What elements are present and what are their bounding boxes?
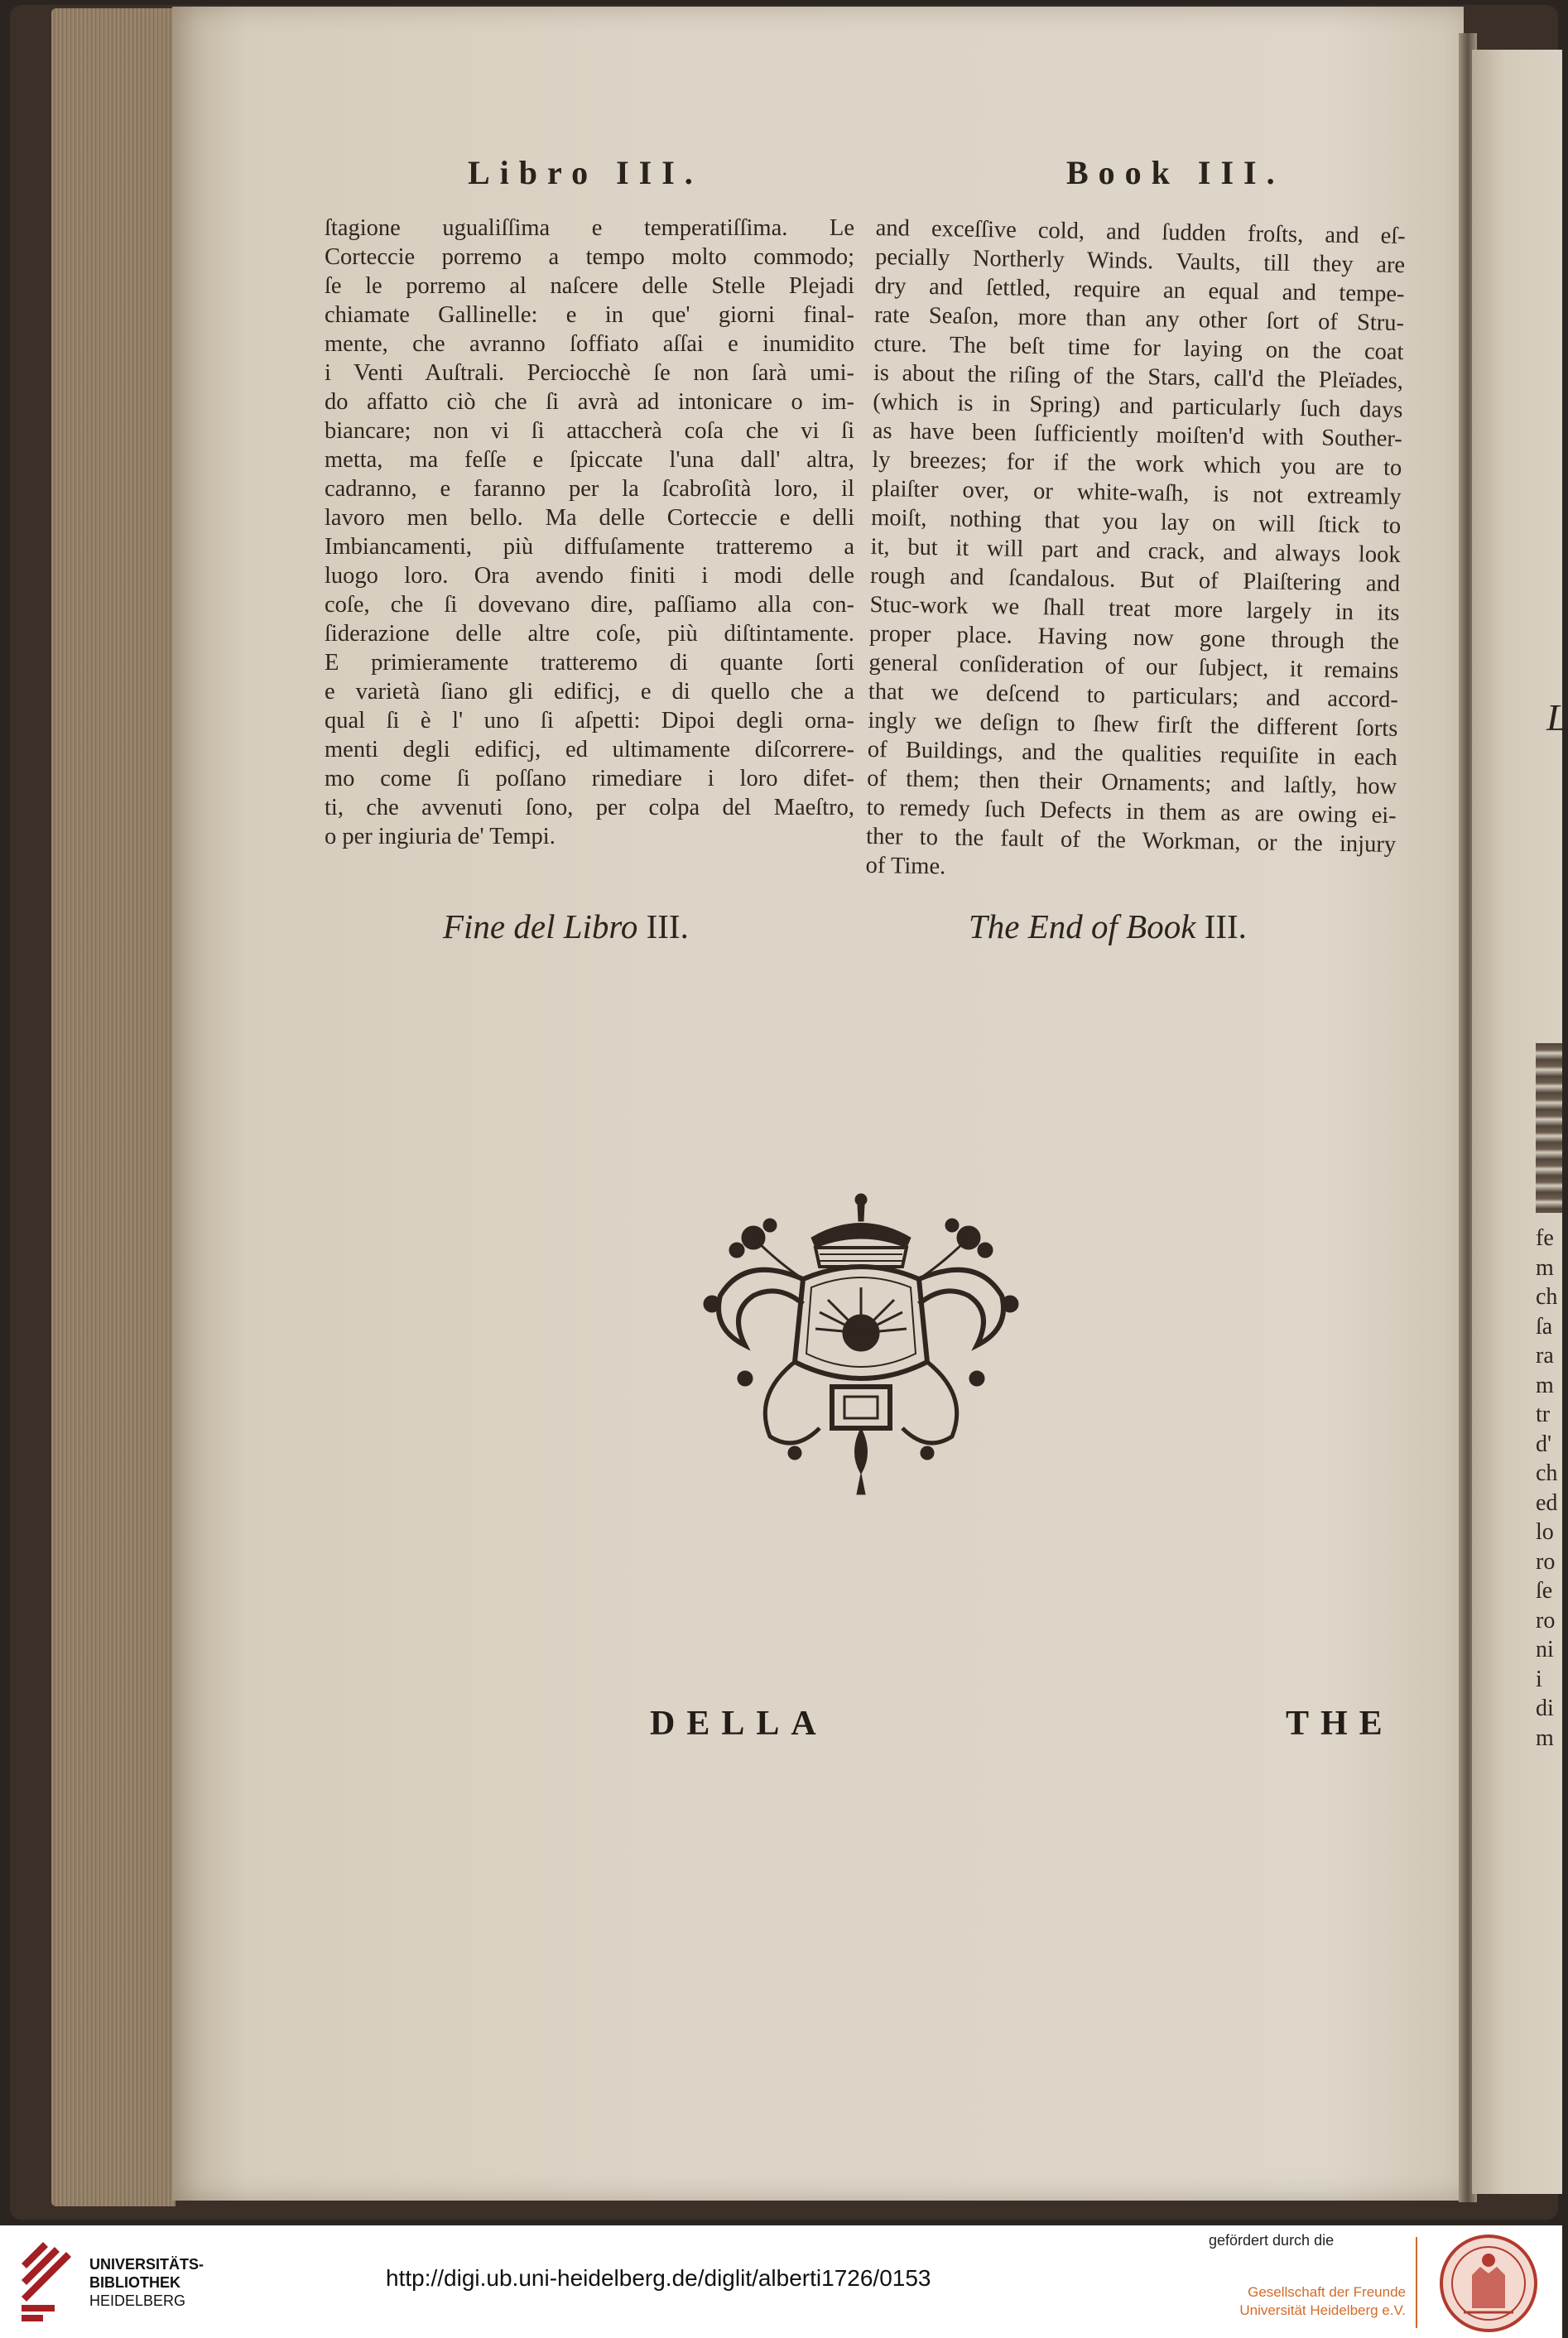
next-page-ornament-band [1536,1043,1562,1213]
next-page-line-fragment: m [1536,1372,1554,1398]
end-of-book-italian [443,907,689,946]
english-text-line: plaiſter over, or white-waſh, is not extreamly [871,475,1402,511]
university-seal-icon[interactable] [1439,2234,1538,2333]
english-text-line: dry and ſettled, require an equal and tempe- [874,272,1405,308]
ornament-vignette-icon [695,1188,1027,1499]
end-of-book-english [969,907,1247,946]
italian-text-line: i Venti Auſtrali. Perciocchè ſe non ſarà umi- [325,360,854,386]
italian-text-column [325,214,854,851]
next-page-text-fragments [1536,1224,1557,1753]
next-page-line-fragment: ro [1536,1607,1556,1633]
next-page-line-fragment: fe [1536,1225,1554,1251]
ub-heidelberg-logo-icon[interactable] [18,2239,78,2323]
next-page-line-fragment: ni [1536,1637,1554,1662]
english-text-line: moiſt, nothing that you lay on will ſtick to [870,504,1402,540]
italian-text-line: cadranno, e faranno per la ſcabroſità loro, il [325,476,854,502]
italian-text-line: E primieramente tratteremo di quante ſorti [325,650,854,676]
english-text-line: ingly we deſign to ſhew firſt the different ſorts [868,707,1398,742]
english-text-line: is about the riſing of the Stars, call'd the Pleïades, [873,359,1404,395]
sponsor-divider [1416,2237,1417,2328]
next-page-line-fragment: tr [1536,1402,1551,1427]
next-page-line-fragment: ra [1536,1343,1554,1369]
english-text-line: pecially Northerly Winds. Vaults, till they are [874,243,1406,279]
italian-text-line: ſe le porremo al naſcere delle Stelle Plejadi [325,273,854,299]
next-page-heading-fragment: L [1546,696,1568,738]
next-page-line-fragment: ch [1536,1284,1558,1310]
italian-text-line: ſtagione ugualiſſima e temperatiſſima. Le [325,215,854,241]
english-text-line: it, but it will part and crack, and always look [870,533,1401,569]
end-text-english: The End of Book [969,907,1196,945]
catchword-italian: DELLA [650,1705,828,1743]
english-text-line: ly breezes; for if the work which you are to [872,446,1402,482]
next-page-line-fragment: ch [1536,1460,1558,1486]
italian-text-line: menti degli edificj, ed ultimamente diſcorrere- [325,737,854,762]
italian-text-line: chiamate Gallinelle: e in que' giorni final- [325,302,854,328]
next-page-line-fragment: i [1536,1666,1542,1692]
next-page-line-fragment: m [1536,1254,1554,1281]
sponsor-name-line: Universität Heidelberg e.V. [1239,2302,1406,2318]
italian-text-line: Imbiancamenti, più diffuſamente tratteremo a [325,534,854,560]
english-text-line: to remedy ſuch Defects in them as are owing ei- [866,794,1397,829]
next-page-line-fragment: ſa [1536,1313,1553,1340]
english-text-column [865,214,1406,888]
end-text-italian: Fine del Libro [443,907,638,945]
permalink-url[interactable]: http://digi.ub.uni-heidelberg.de/diglit/alberti1726/0153 [386,2265,931,2291]
end-number-italian: III. [646,907,689,945]
page-edges [51,8,176,2206]
next-page-line-fragment: lo [1536,1519,1554,1545]
next-page-line-fragment: di [1536,1696,1554,1721]
english-text-line: Stuc-work we ſhall treat more largely in its [869,591,1400,626]
library-name-line: BIBLIOTHEK [89,2274,180,2291]
english-text-line: rough and ſcandalous. But of Plaiſtering and [869,562,1401,597]
italian-text-line: do affatto ciò che ſi avrà ad intonicare o im- [325,389,854,415]
library-name[interactable] [89,2255,204,2310]
italian-text-line: o per ingiuria de' Tempi. [325,824,556,849]
italian-text-line: luogo loro. Ora avendo finiti i modi delle [325,563,854,589]
next-page-line-fragment: ro [1536,1548,1556,1575]
library-name-line: HEIDELBERG [89,2292,186,2309]
italian-text-line: biancare; non vi ſi attaccherà coſa che vi ſi [325,418,854,444]
italian-text-line: e varietà ſiano gli edificj, e di quello che a [325,679,854,705]
italian-text-line: Corteccie porremo a tempo molto commodo; [325,244,854,270]
next-page-line-fragment: m [1536,1725,1554,1751]
italian-text-line: coſe, che ſi dovevano dire, paſſiamo alla con- [325,592,854,618]
running-head-italian: Libro III. [468,154,703,191]
english-text-line: proper place. Having now gone through the [868,620,1400,655]
english-text-line: of Time. [865,852,946,880]
running-head-english: Book III. [1066,154,1285,191]
english-text-line: that we deſcend to particulars; and accord- [868,678,1399,713]
footer-bar [0,2225,1562,2338]
english-text-line: (which is in Spring) and particularly ſuch days [873,388,1403,424]
library-name-line: UNIVERSITÄTS- [89,2256,204,2273]
italian-text-line: metta, ma feſſe e ſpiccate l'una dall' altra, [325,447,854,473]
sponsor-name[interactable] [1207,2283,1406,2320]
english-text-line: of them; then their Ornaments; and laſtly, how [867,765,1397,800]
next-page-line-fragment: ed [1536,1489,1558,1516]
italian-text-line: ti, che avvenuti ſono, per colpa del Maeſtro, [325,795,854,820]
english-text-line: cture. The beſt time for laying on the coat [873,330,1404,366]
italian-text-line: mo come ſi poſſano rimediare i loro difet- [325,766,854,791]
next-page-line-fragment: d' [1536,1431,1552,1457]
next-page-line-fragment: ſe [1536,1578,1553,1604]
italian-text-line: mente, che avranno ſoffiato aſſai e inumidito [325,331,854,357]
catchword-english: THE [1286,1705,1394,1743]
english-text-line: rate Seaſon, more than any other ſort of Stru- [873,301,1405,337]
english-text-line: as have been ſufficiently moiſten'd with Souther- [872,417,1403,453]
sponsor-name-line: Gesellschaft der Freunde [1248,2284,1406,2300]
italian-text-line: qual ſi è l' uno ſi aſpetti: Dipoi degli orna- [325,708,854,734]
english-text-line: ther to the fault of the Workman, or the injury [865,823,1397,858]
english-text-line: and exceſſive cold, and ſudden froſts, and eſ- [875,214,1406,250]
italian-text-line: lavoro men bello. Ma delle Corteccie e delli [325,505,854,531]
italian-text-line: ſiderazione delle altre coſe, più diſtintamente. [325,621,854,647]
end-number-english: III. [1204,907,1247,945]
sponsor-label: gefördert durch die [1209,2232,1335,2249]
english-text-line: general conſideration of our ſubject, it remains [868,649,1399,684]
english-text-line: of Buildings, and the qualities requiſite in each [867,736,1397,771]
